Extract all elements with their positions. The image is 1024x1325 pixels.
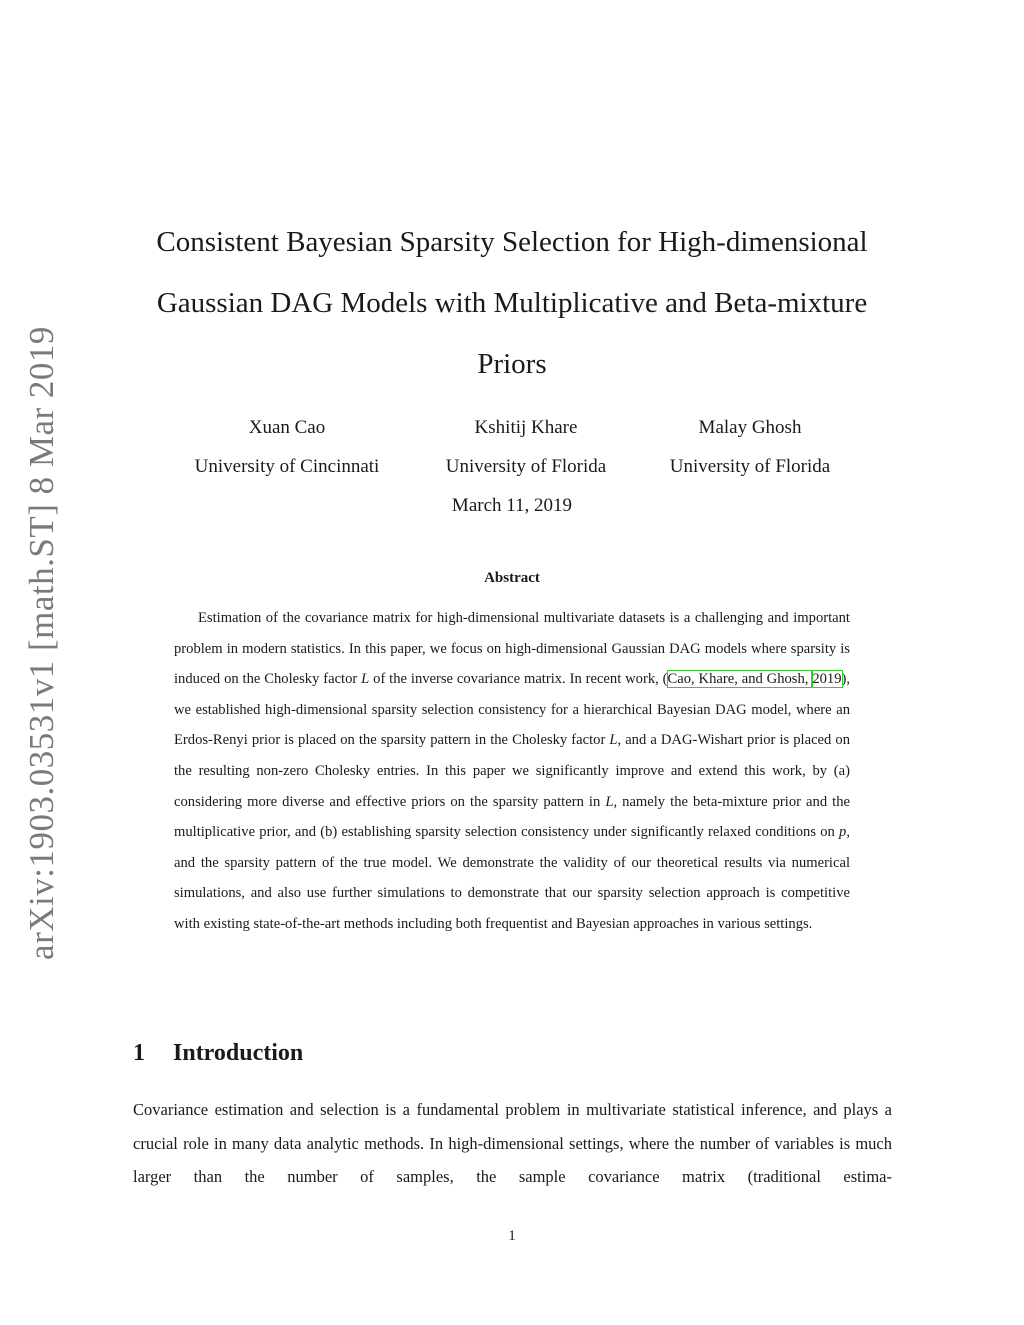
citation-year-link[interactable]: 2019 <box>812 671 842 688</box>
author-2 <box>416 408 636 486</box>
section-number: 1 <box>133 1040 145 1066</box>
abstract-text: , namely the beta-mixture prior and the multiplicative prior, and (b) establishing sparsity selection consistency under significantly relaxed conditions on <box>174 793 850 841</box>
author-affiliation: University of Florida <box>669 456 831 477</box>
abstract-heading: Abstract <box>484 570 540 586</box>
abstract-text: , and the sparsity pattern of the true model. We demonstrate the validity of our theoretical results via numerical simulations, and also use further simulations to demonstrate that our sparsity selection approach is competitive with existing state-of-the-art methods including both frequentist and Bayesian approaches in various settings. <box>174 824 850 932</box>
citation-link[interactable] <box>668 671 813 687</box>
citation-separator: , <box>804 671 813 688</box>
math-var-L: L <box>361 671 370 688</box>
section-heading <box>133 1040 303 1067</box>
math-var-p: p <box>839 824 847 841</box>
abstract-body <box>174 603 850 940</box>
section-paragraph: Covariance estimation and selection is a fundamental problem in multivariate statistical inference, and plays a crucial role in many data analytic methods. In high-dimensional settings, where the number of variables is much larger than the number of samples, the sample covariance matrix (traditional estima- <box>133 1100 892 1186</box>
author-affiliation: University of Cincinnati <box>194 456 380 477</box>
author-block <box>0 408 1024 488</box>
author-name: Xuan Cao <box>248 417 326 438</box>
abstract-text: of the inverse covariance matrix. In recent work, ( <box>369 671 668 688</box>
abstract-text: Estimation of the covariance matrix for high-dimensional multivariate datasets is a challenging and important problem in modern statistics. In this paper, we focus on high-dimensional Gaussian DAG models where sparsity is induced on the Cholesky factor <box>174 610 850 688</box>
arxiv-identifier-text: arXiv:1903.03531v1 [math.ST] 8 Mar 2019 <box>22 325 61 960</box>
publication-date: March 11, 2019 <box>451 495 573 516</box>
math-var-L: L <box>605 793 614 810</box>
paper-title: Consistent Bayesian Sparsity Selection for High-dimensional Gaussian DAG Models with Multiplicative and Beta-mixture Priors <box>156 226 868 380</box>
abstract-text: , and a DAG-Wishart prior is placed on the resulting non-zero Cholesky entries. In this paper we significantly improve and extend this work, by (a) considering more diverse and effective priors on the sparsity pattern in <box>174 732 850 810</box>
section-title: Introduction <box>173 1040 304 1066</box>
author-name: Kshitij Khare <box>474 417 578 438</box>
math-var-L: L <box>609 732 618 749</box>
citation-authors: Cao, Khare, and Ghosh <box>667 671 805 688</box>
page-number: 1 <box>508 1228 516 1244</box>
author-1 <box>167 408 407 486</box>
author-affiliation: University of Florida <box>445 456 607 477</box>
abstract-text: ), we established high-dimensional sparsity selection consistency for a hierarchical Bayesian DAG model, where an Erdos-Renyi prior is placed on the sparsity pattern in the Cholesky factor <box>174 671 851 749</box>
author-name: Malay Ghosh <box>698 417 802 438</box>
author-3 <box>640 408 860 486</box>
